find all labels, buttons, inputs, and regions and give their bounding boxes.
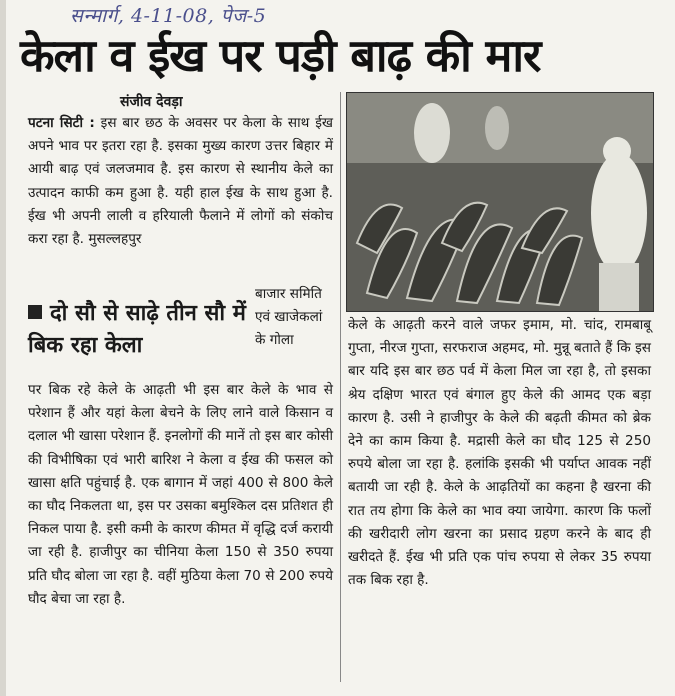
handwritten-note: सन्मार्ग, 4-11-08, पेज-5: [70, 5, 267, 27]
body-paragraph-right: केले के आढ़ती करने वाले जफर इमाम, मो. चांद, रामबाबू गुप्ता, नीरज गुप्ता, सरफराज अहमद, मो. मुन्नू बताते हैं कि इस बार यदि इस बार छठ पर्व में केला मिल जा रहा है, तो इसका श्रेय दक्षिण भारत एवं बंगाल हुए केले की आमद एक बड़ा कारण है. उसी ने हाजीपुर के केले की बढ़ती कीमत को ब्रेक देने का काम किया है. मद्रासी केले का घौद 125 से 250 रुपये बोला जा रहा है. हलांकि इसकी भी पर्याप्त आवक नहीं बतायी जा रही है. केले के आढ़तियों का कहना है खरना की रात तय होगा कि केले का भाव क्या जायेगा. कारण कि फलों की खरीदारी लोग खरना का प्रसाद ग्रहण करने के बाद ही खरीदते हैं. ईख भी प्रति एक पांच रुपया से लेकर 35 रुपया तक बिक रहा है.: [348, 317, 651, 589]
banana-market-photo: [346, 92, 654, 312]
subheading-text: दो सौ से साढ़े तीन सौ में बिक रहा केला: [28, 301, 246, 358]
intro-paragraph: [28, 112, 333, 251]
body-paragraph-left: पर बिक रहे केले के आढ़ती भी इस बार केले के भाव से परेशान हैं और यहां केला बेचने के लिए लाने वाले किसान व दलाल भी खासा परेशान हैं. इनलोगों की मानें तो इस बार कोसी की विभीषिका एवं भारी बारिश ने केला व ईख की फसल को खासा क्षति पहुंचाई है. एक बागान में जहां 400 से 800 केले का घौद निकलता था, इस पर उसका बमुश्किल दस प्रतिशत ही निकल पाया है. इसी कमी के कारण कीमत में वृद्धि दर्ज करायी जा रही है. हाजीपुर का चीनिया केला 150 से 350 रुपया प्रति घौद बोला जा रहा है. वहीं मुठिया केला 70 से 200 रुपये घौद बेचा जा रहा है.: [28, 382, 333, 607]
photo-illustration: [347, 93, 653, 311]
dateline: पटना सिटी :: [28, 115, 95, 131]
narrow-text-column: बाजार समिति एवं खाजेकलां के गोला: [255, 286, 323, 348]
byline: संजीव देवड़ा: [120, 94, 183, 110]
page-edge: [0, 0, 6, 696]
bullet-square-icon: [28, 305, 42, 319]
intro-text: इस बार छठ के अवसर पर केला के साथ ईख अपने भाव पर इतरा रहा है. इसका मुख्य कारण उत्तर बिहार में आयी बाढ़ एवं जलजमाव है. इस कारण से स्थानीय केले का उत्पादन काफी कम हुआ है. यही हाल ईख के साथ हुआ है. ईख भी अपनी लाली व हरियाली फैलाने में लोगों को संकोच करा रहा है. मुसल्लहपुर: [28, 115, 333, 248]
headline: केला व ईख पर पड़ी बाढ़ की मार: [20, 29, 541, 82]
column-divider: [340, 92, 341, 682]
subheading: [28, 298, 250, 362]
